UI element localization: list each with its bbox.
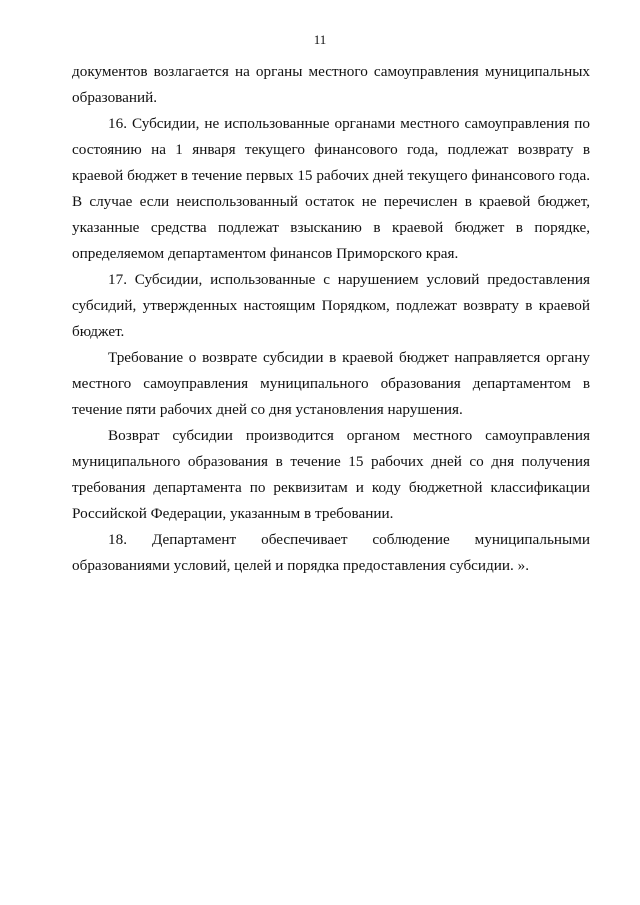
paragraph-16: 16. Субсидии, не использованные органами местного самоуправления по состоянию на 1 января текущего финансового года, подлежат возврату в краевой бюджет в течение первых 15 рабочих дней текущего финансового года. В случае если неиспользованный остаток не перечислен в краевой бюджет, указанные средства подлежат взысканию в краевой бюджет в порядке, определяемом департаментом финансов Приморского края. <box>72 115 590 262</box>
paragraph-return-requirement: Требование о возврате субсидии в краевой бюджет направляется органу местного самоуправления муниципального образования департаментом в течение пяти рабочих дней со дня установления нарушения. <box>72 349 590 418</box>
paragraph-18-word: обеспечивает <box>261 531 348 548</box>
paragraph-17: 17. Субсидии, использованные с нарушением условий предоставления субсидий, утвержденных настоящим Порядком, подлежат возврату в краевой бюджет. <box>72 271 590 340</box>
paragraph-return-procedure: Возврат субсидии производится органом местного самоуправления муниципального образования в течение 15 рабочих дней со дня получения требования департамента по реквизитам и коду бюджетной классификации Российской Федерации, указанным в требовании. <box>72 427 590 522</box>
paragraph-18-first-line <box>72 527 590 553</box>
paragraph-18-rest: образованиями условий, целей и порядка предоставления субсидии. ». <box>72 557 530 574</box>
paragraph-18 <box>72 527 590 579</box>
paragraph-18-word: соблюдение <box>372 531 450 548</box>
paragraph-18-number: 18. <box>108 531 127 548</box>
paragraph-18-word: муниципальными <box>474 531 590 548</box>
paragraph-18-word: Департамент <box>151 531 237 548</box>
document-body <box>72 59 590 579</box>
paragraph-continuation: документов возлагается на органы местного самоуправления муниципальных образований. <box>72 63 590 106</box>
page-number: 11 <box>313 32 327 47</box>
